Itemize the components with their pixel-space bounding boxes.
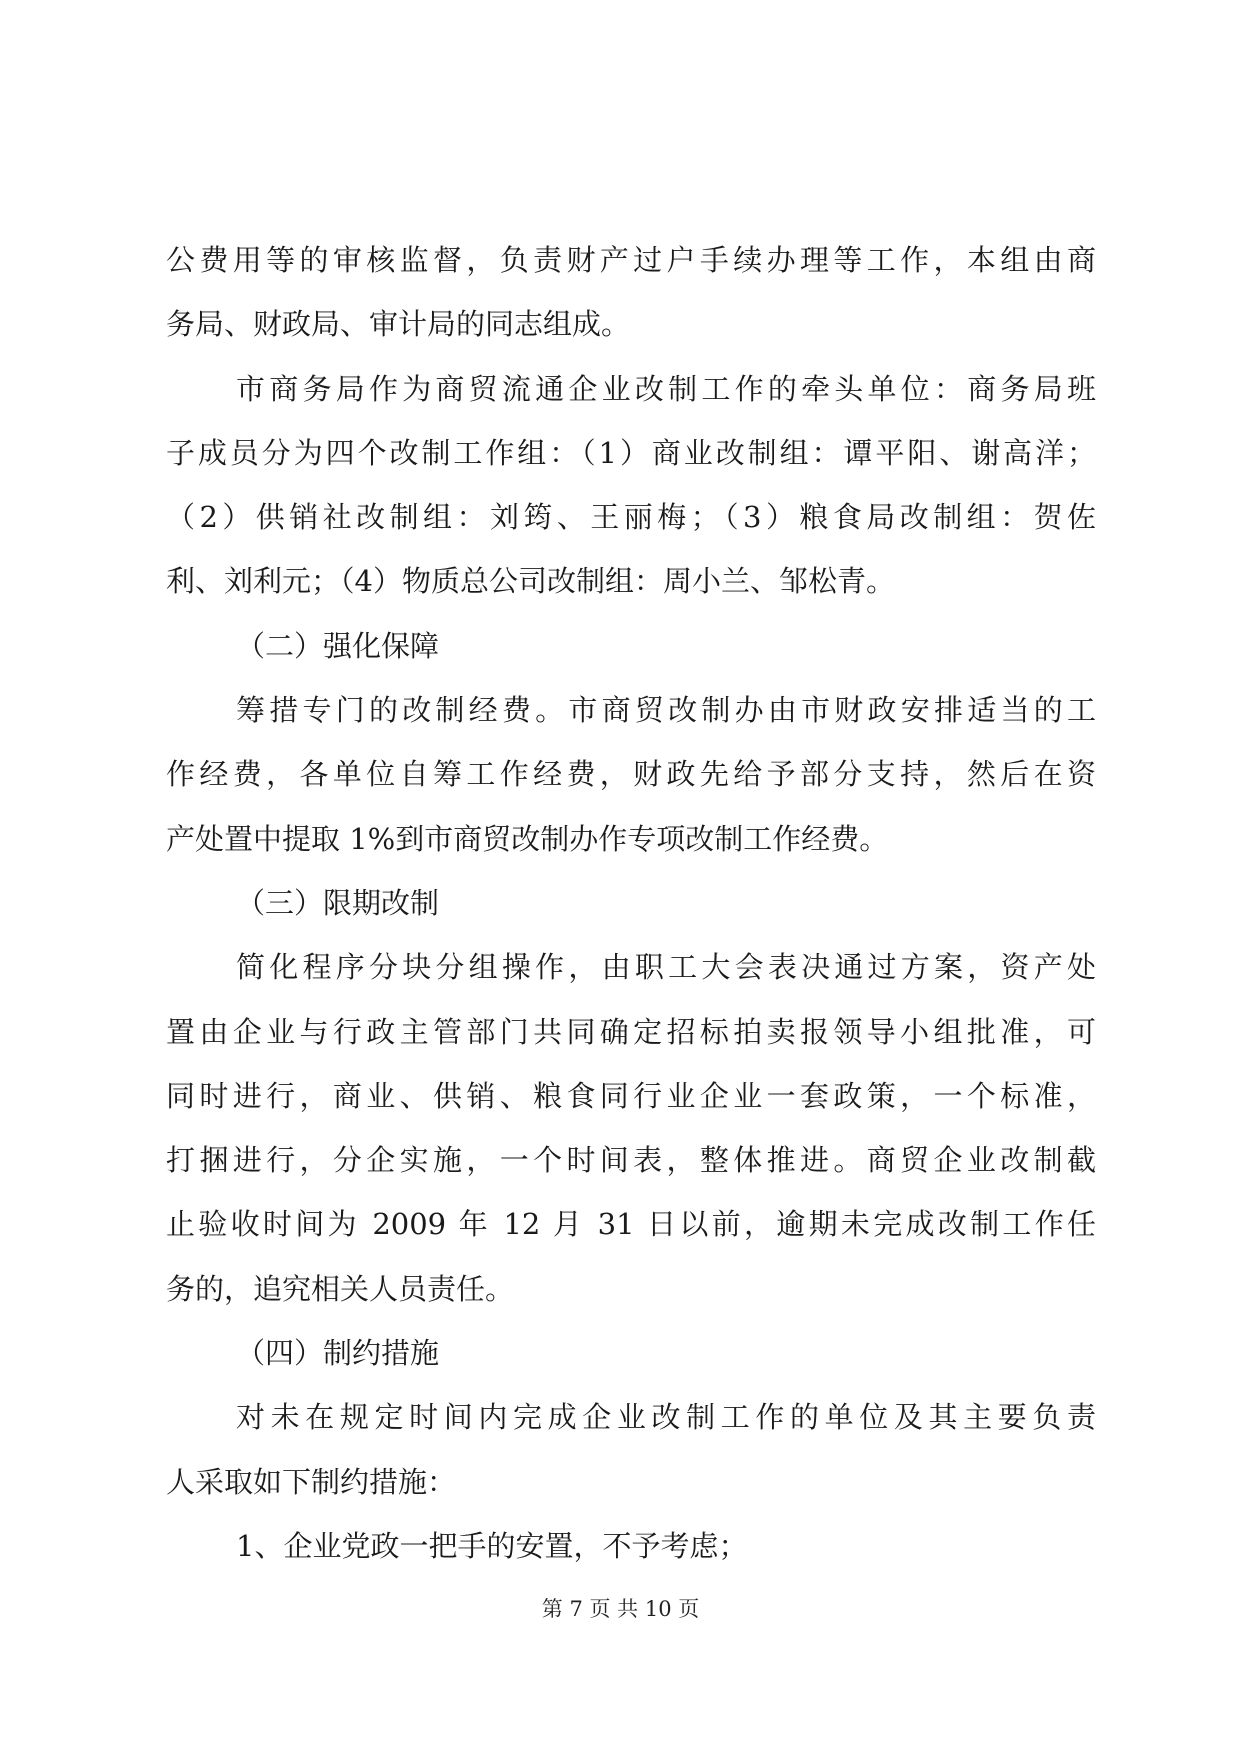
text-line: 作经费，各单位自筹工作经费，财政先给予部分支持，然后在资	[166, 757, 1096, 792]
text-line: （四）制约措施	[236, 1336, 440, 1371]
text-line: （二）强化保障	[236, 628, 440, 663]
text-line: 筹措专门的改制经费。市商贸改制办由市财政安排适当的工	[236, 693, 1096, 728]
text-line: 对未在规定时间内完成企业改制工作的单位及其主要负责	[236, 1400, 1096, 1435]
text-line: 务局、财政局、审计局的同志组成。	[166, 307, 631, 342]
text-line: 产处置中提取 1%到市商贸改制办作专项改制工作经费。	[166, 821, 889, 856]
text-line: 简化程序分块分组操作，由职工大会表决通过方案，资产处	[236, 950, 1096, 985]
text-line: 止验收时间为 2009 年 12 月 31 日以前，逾期未完成改制工作任	[166, 1207, 1096, 1242]
text-line: 置由企业与行政主管部门共同确定招标拍卖报领导小组批准，可	[166, 1014, 1096, 1049]
text-line: 人采取如下制约措施：	[166, 1464, 457, 1499]
page-footer: 第 7 页 共 10 页	[541, 1597, 700, 1621]
document-body	[166, 228, 1096, 1578]
text-line: 子成员分为四个改制工作组：（1）商业改制组：谭平阳、谢高洋；	[166, 435, 1096, 470]
text-line: 同时进行，商业、供销、粮食同行业企业一套政策，一个标准，	[166, 1078, 1096, 1113]
text-line: 1、企业党政一把手的安置，不予考虑；	[236, 1528, 748, 1563]
text-line: 务的，追究相关人员责任。	[166, 1271, 515, 1306]
text-line: 打捆进行，分企实施，一个时间表，整体推进。商贸企业改制截	[166, 1143, 1096, 1178]
text-line: （三）限期改制	[236, 885, 440, 920]
text-line: （2）供销社改制组：刘筠、王丽梅；（3）粮食局改制组：贺佐	[166, 500, 1096, 535]
text-line: 利、刘利元；（4）物质总公司改制组：周小兰、邹松青。	[166, 564, 895, 599]
text-line: 公费用等的审核监督，负责财产过户手续办理等工作，本组由商	[166, 243, 1096, 277]
text-line: 市商务局作为商贸流通企业改制工作的牵头单位：商务局班	[236, 371, 1096, 406]
